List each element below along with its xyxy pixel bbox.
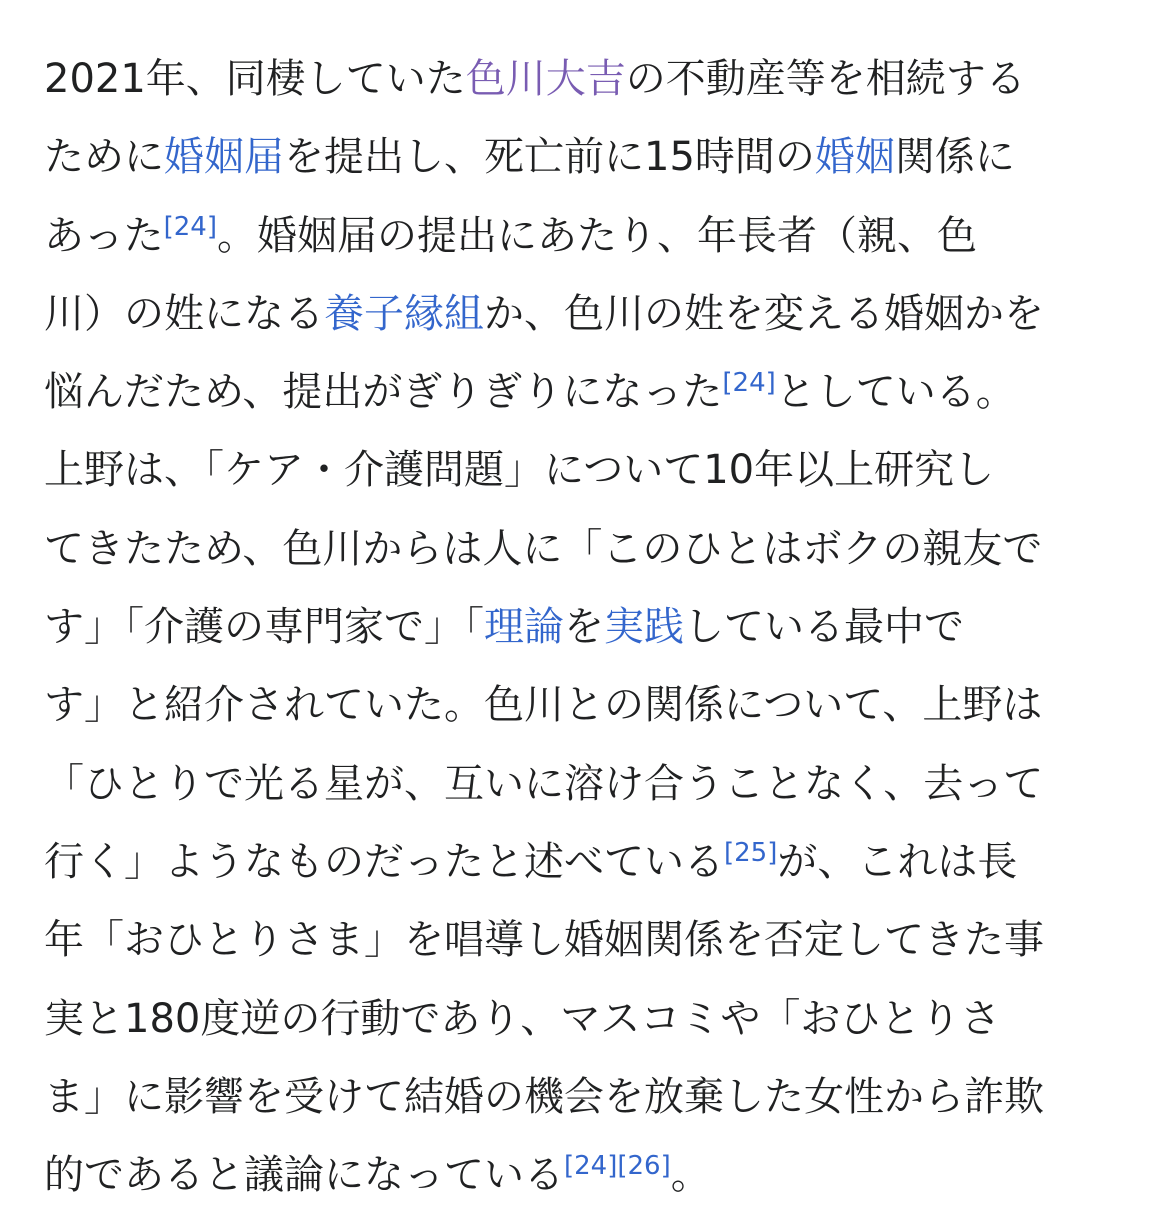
wiki-link-visited[interactable]: 色川大吉 [465, 56, 626, 102]
wiki-link[interactable]: 養子縁組 [324, 290, 484, 337]
body-text: す」「介護の専門家で」「 [44, 604, 484, 651]
body-text: を [564, 604, 604, 651]
citation-link[interactable]: [25] [724, 837, 778, 868]
text-line [44, 745, 1134, 823]
body-text: としている。 [775, 369, 1016, 416]
citation-link[interactable]: [26] [617, 1151, 671, 1182]
body-text: 実と180度逆の行動であり、マスコミや「おひとりさ [44, 995, 1001, 1042]
text-line [44, 431, 1134, 509]
text-line [44, 197, 1134, 275]
body-text: てきたため、色川からは人に「このひとはボクの親友で [44, 525, 1043, 572]
wiki-link[interactable]: 婚姻届 [164, 134, 284, 181]
text-line [44, 901, 1134, 979]
body-text: が、これは長 [777, 838, 1018, 885]
body-text: 「ひとりで光る星が、互いに溶け合うことなく、去って [44, 760, 1044, 807]
wiki-link[interactable]: 理論 [484, 604, 564, 651]
body-text: ために [44, 134, 164, 181]
body-text: の不動産等を相続する [625, 56, 1026, 102]
body-text: す」と紹介されていた。色川との関係について、上野は [44, 682, 1043, 729]
body-text: あった [44, 212, 164, 259]
body-text: 上野は、「ケア・介護問題」について10年以上研究し [44, 447, 995, 494]
body-text: 。 [670, 1152, 711, 1199]
text-line [44, 40, 1134, 118]
wiki-link[interactable]: 実践 [604, 604, 684, 651]
body-text: 関係に [894, 134, 1015, 181]
citation-link[interactable]: [24] [163, 211, 217, 242]
text-line [44, 588, 1134, 666]
text-line [44, 823, 1134, 901]
text-line [44, 275, 1134, 353]
body-text: を提出し、死亡前に15時間の [284, 134, 815, 181]
body-text: 悩んだため、提出がぎりぎりになった [44, 369, 723, 416]
text-line [44, 1136, 1134, 1214]
text-line [44, 510, 1134, 588]
body-text: か、色川の姓を変える婚姻かを [484, 290, 1044, 337]
citation-link[interactable]: [24] [722, 368, 776, 399]
text-line [44, 118, 1134, 196]
body-text: 行く」ようなものだったと述べている [44, 838, 724, 885]
wiki-link[interactable]: 婚姻 [814, 134, 895, 181]
body-text: 川）の姓になる [44, 290, 324, 337]
body-text: 年「おひとりさま」を唱導し婚姻関係を否定してきた事 [44, 917, 1044, 964]
body-text: ま」に影響を受けて結婚の機会を放棄した女性から詐欺 [44, 1073, 1044, 1120]
citation-link[interactable]: [24] [564, 1151, 618, 1182]
article-paragraph [44, 40, 1134, 1214]
text-line [44, 666, 1134, 744]
text-line [44, 1058, 1134, 1136]
text-line [44, 353, 1134, 431]
body-text: 的であると議論になっている [44, 1152, 564, 1199]
body-text: 2021年、同棲していた [44, 56, 466, 102]
text-line [44, 980, 1134, 1058]
body-text: 。婚姻届の提出にあたり、年長者（親、色 [216, 212, 977, 259]
body-text: している最中で [684, 604, 964, 651]
